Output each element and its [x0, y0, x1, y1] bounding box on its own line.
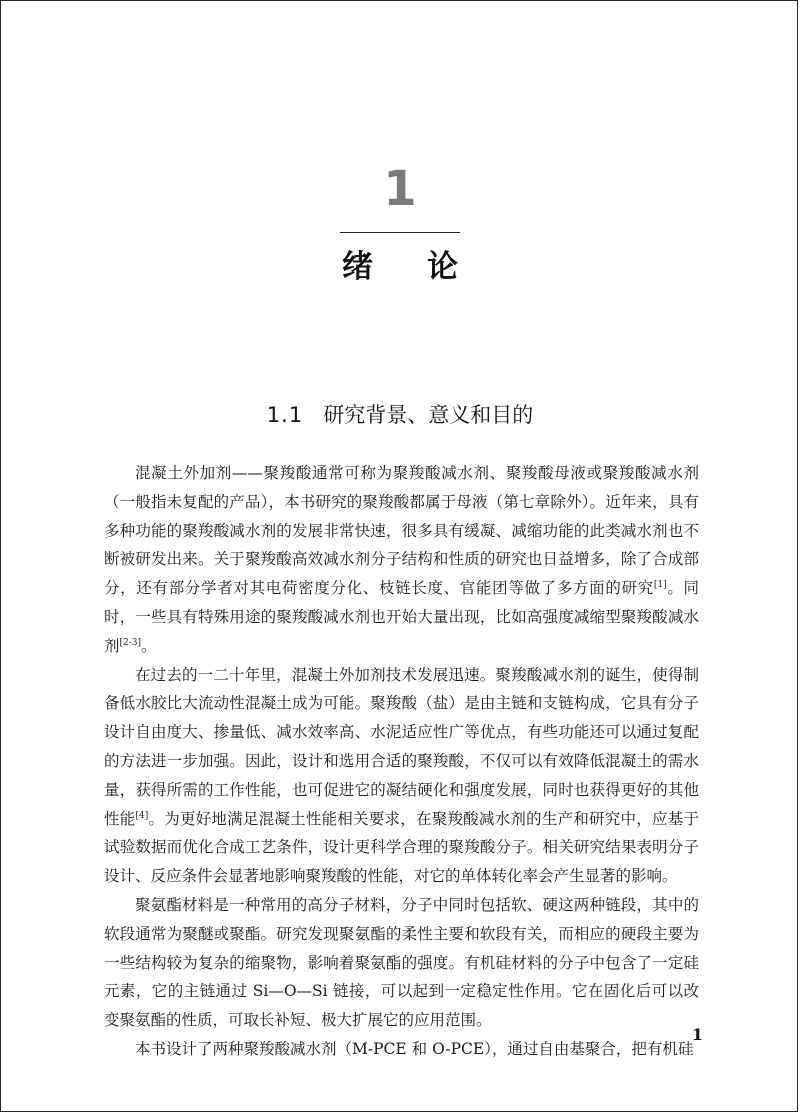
paragraph-4-text: 本书设计了两种聚羧酸减水剂（M-PCE 和 O-PCE），通过自由基聚合，把有机硅: [135, 1039, 694, 1058]
chapter-divider: [340, 232, 460, 233]
citation-2-3[interactable]: [2-3]: [119, 637, 142, 648]
paragraph-1-text: 混凝土外加剂——聚羧酸通常可称为聚羧酸减水剂、聚羧酸母液或聚羧酸减水剂（一般指未复配的产品），本书研究的聚羧酸都属于母液（第七章除外）。近年来，具有多种功能的聚羧酸减水剂的发展非常快速，很多具有缓凝、减缩功能的此类减水剂也不断被研发出来。关于聚羧酸高效减水剂分子结构和性质的研究也日益增多，除了合成部分，还有部分学者对其电荷密度分化、枝链长度、官能团等做了多方面的研究: [104, 464, 699, 598]
section-title: 研究背景、意义和目的: [323, 403, 534, 427]
paragraph-2: [104, 661, 699, 891]
paragraph-4: [104, 1035, 699, 1064]
citation-1[interactable]: [1]: [653, 580, 667, 591]
chapter-number: 1: [383, 161, 417, 217]
page-number: 1: [691, 1025, 703, 1044]
paragraph-2-text-2: 。为更好地满足混凝土性能相关要求，在聚羧酸减水剂的生产和研究中，应基于试验数据而优化合成工艺条件，设计更科学合理的聚羧酸分子。相关研究结果表明分子设计、反应条件会显著地影响聚羧酸的性能，对它的单体转化率会产生显著的影响。: [104, 809, 699, 886]
section-heading: [1, 400, 799, 430]
paragraph-3-text: 聚氨酯材料是一种常用的高分子材料，分子中同时包括软、硬这两种链段，其中的软段通常为聚醚或聚酯。研究发现聚氨酯的柔性主要和软段有关，而相应的硬段主要为一些结构较为复杂的缩聚物，影响着聚氨酯的强度。有机硅材料的分子中包含了一定硅元素，它的主链通过 Si—O—Si 链接，可以起到一定稳定性作用。它在固化后可以改变聚氨酯的性质，可取长补短、极大扩展它的应用范围。: [104, 895, 699, 1030]
body-text: [104, 459, 699, 1064]
paragraph-3: [104, 891, 699, 1035]
section-number: 1.1: [266, 403, 304, 427]
paragraph-1-text-3: 。: [141, 636, 157, 655]
paragraph-1-text-2: 。同时，一些具有特殊用途的聚羧酸减水剂也开始大量出现，比如高强度减缩型聚羧酸减水剂: [104, 579, 699, 655]
paragraph-2-text: 在过去的一二十年里，混凝土外加剂技术发展迅速。聚羧酸减水剂的诞生，使得制备低水胶比大流动性混凝土成为可能。聚羧酸（盐）是由主链和支链构成，它具有分子设计自由度大、掺量低、减水效率高、水泥适应性广等优点，有些功能还可以通过复配的方法进一步加强。因此，设计和选用合适的聚羧酸，不仅可以有效降低混凝土的需水量，获得所需的工作性能，也可促进它的凝结硬化和强度发展，同时也获得更好的其他性能: [104, 665, 699, 828]
chapter-title: 绪论: [342, 249, 512, 285]
paragraph-1: [104, 459, 699, 661]
citation-4[interactable]: [4]: [135, 810, 149, 821]
